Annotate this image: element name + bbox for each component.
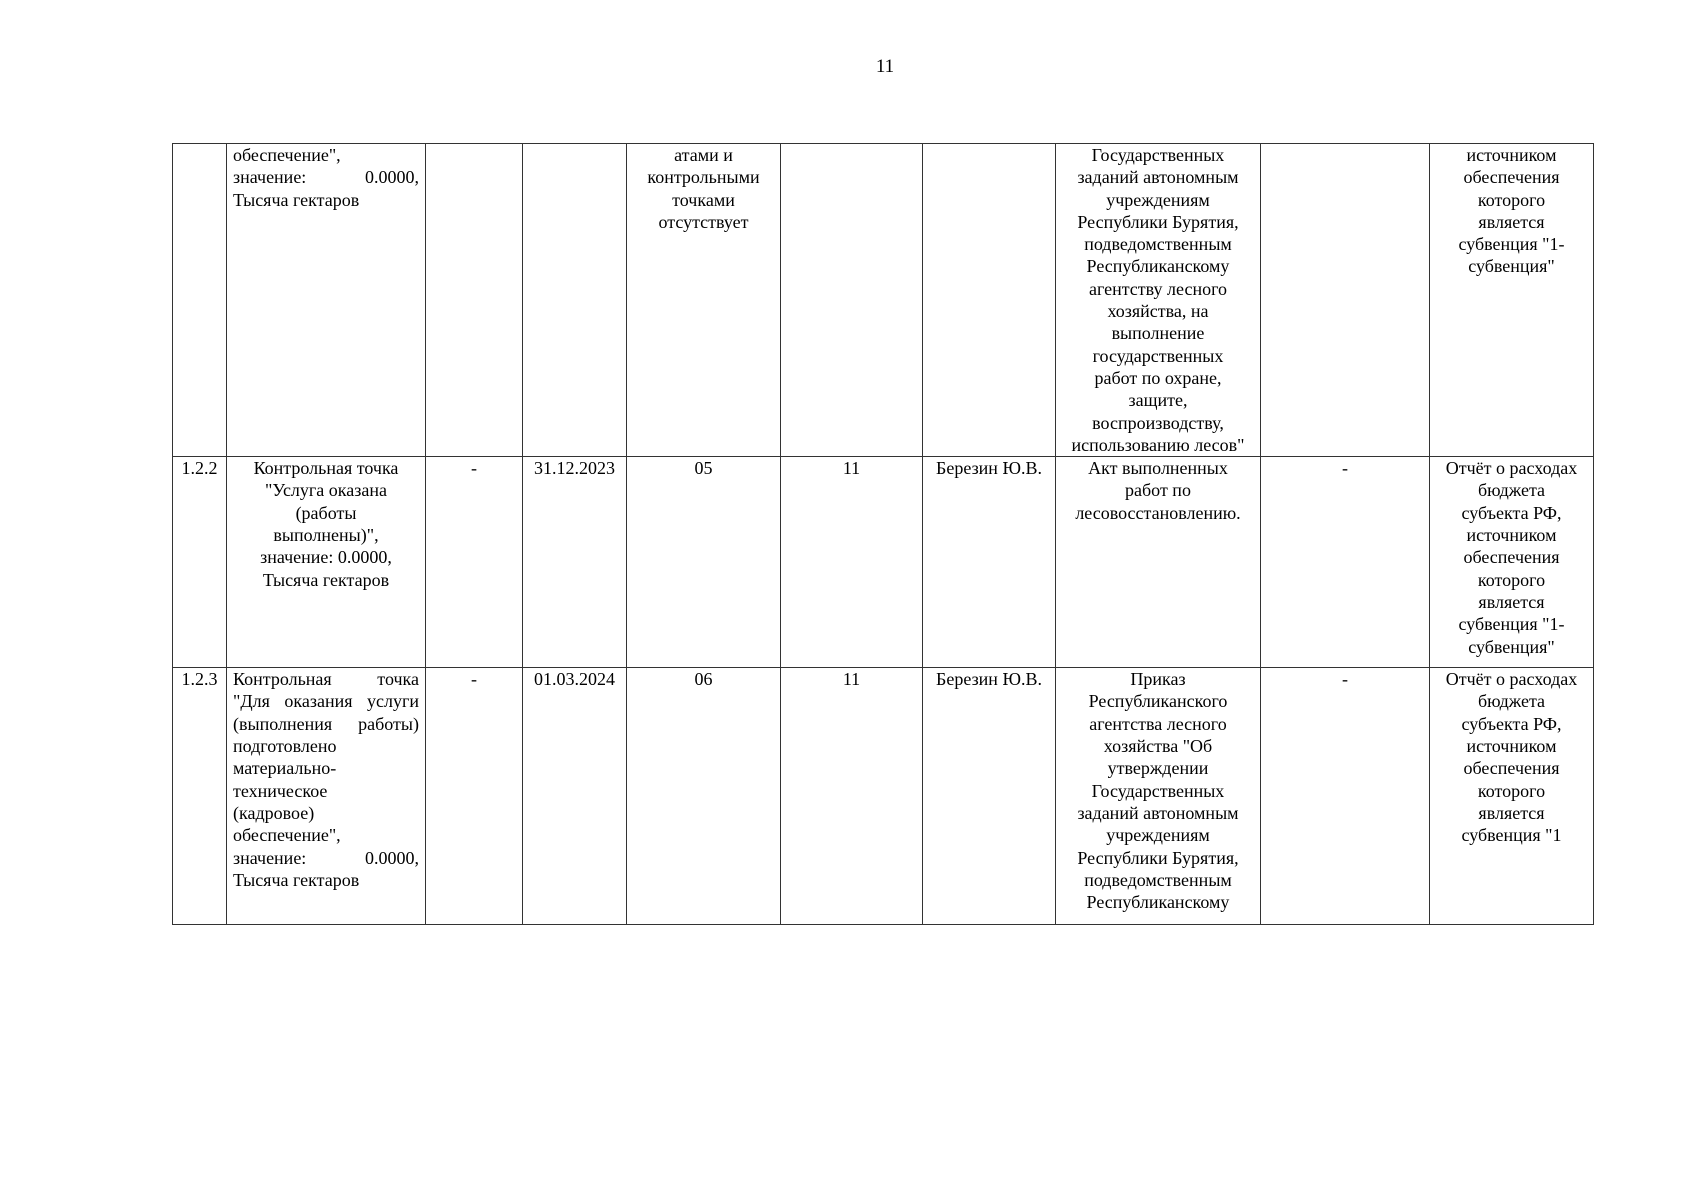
cell-line: подготовлено материально- техническое (кадровое) обеспечение",	[233, 736, 341, 846]
table-row	[173, 457, 1594, 668]
cell-control-point: Контрольная точка "Услуга оказана (работы выполнены)", значение: 0.0000, Тысяча гектаров	[227, 457, 426, 668]
control-points-table	[172, 143, 1594, 925]
cell-col5: 05	[627, 457, 781, 668]
cell-number	[173, 144, 227, 457]
cell-line: Тысяча гектаров	[233, 869, 360, 890]
table-row	[173, 668, 1594, 925]
cell-col3: -	[426, 668, 523, 925]
cell-report: Отчёт о расходах бюджета субъекта РФ, источником обеспечения которого является субвенция "1	[1430, 668, 1594, 925]
cell-col9: -	[1261, 457, 1430, 668]
cell-line: "Для оказания услуги	[233, 691, 419, 712]
cell-date	[523, 144, 627, 457]
cell-report: Отчёт о расходах бюджета субъекта РФ, источником обеспечения которого является субвенция "1- субвенция"	[1430, 457, 1594, 668]
cell-line: (выполнения работы)	[233, 713, 419, 734]
cell-document: Государственных заданий автономным учреждениям Республики Бурятия, подведомственным Республиканскому агентству лесного хозяйства, на выполнение государственных работ по охране, защите, воспроизводству, использованию лесов"	[1056, 144, 1261, 457]
cell-col9	[1261, 144, 1430, 457]
table-row	[173, 144, 1594, 457]
cell-responsible	[923, 144, 1056, 457]
cell-responsible: Березин Ю.В.	[923, 457, 1056, 668]
cell-line: Тысяча гектаров	[233, 189, 360, 210]
page-number: 11	[875, 56, 895, 77]
cell-date: 01.03.2024	[523, 668, 627, 925]
cell-number: 1.2.2	[173, 457, 227, 668]
cell-line: обеспечение",	[233, 145, 341, 165]
cell-col5: 06	[627, 668, 781, 925]
cell-number: 1.2.3	[173, 668, 227, 925]
cell-report: источником обеспечения которого является субвенция "1- субвенция"	[1430, 144, 1594, 457]
cell-col9: -	[1261, 668, 1430, 925]
cell-line: значение: 0.0000,	[233, 847, 419, 868]
cell-document: Приказ Республиканского агентства лесного хозяйства "Об утверждении Государственных заданий автономным учреждениям Республики Бурятия, подведомственным Республиканскому	[1056, 668, 1261, 925]
cell-document: Акт выполненных работ по лесовосстановлению.	[1056, 457, 1261, 668]
cell-col3	[426, 144, 523, 457]
cell-line: значение: 0.0000,	[233, 167, 419, 188]
cell-line: Контрольная точка	[233, 669, 419, 690]
cell-col6: 11	[781, 668, 923, 925]
cell-col5: атами и контрольными точками отсутствует	[627, 144, 781, 457]
cell-control-point	[227, 144, 426, 457]
cell-col6: 11	[781, 457, 923, 668]
cell-col3: -	[426, 457, 523, 668]
cell-responsible: Березин Ю.В.	[923, 668, 1056, 925]
cell-date: 31.12.2023	[523, 457, 627, 668]
cell-control-point	[227, 668, 426, 925]
cell-col6	[781, 144, 923, 457]
